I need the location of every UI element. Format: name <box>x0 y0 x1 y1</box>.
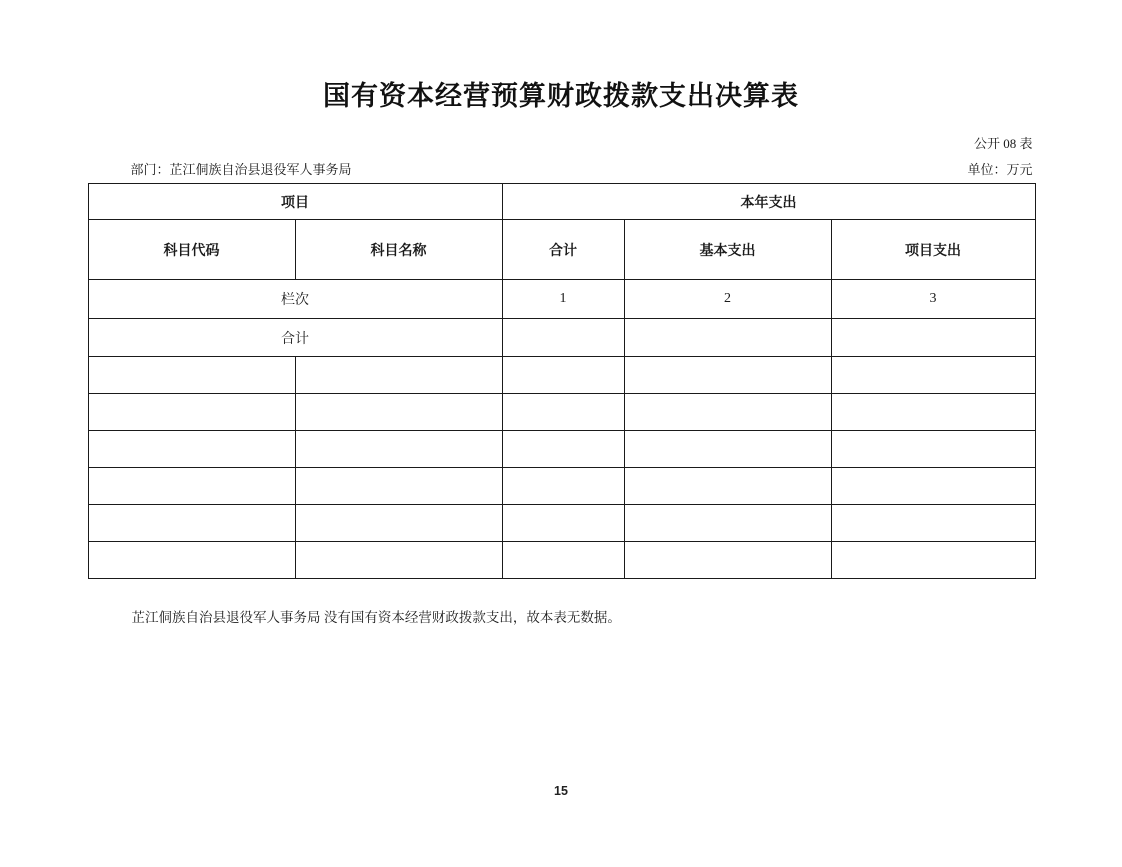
empty-cell <box>502 394 624 431</box>
col-header-subject-name: 科目名称 <box>295 220 502 280</box>
empty-cell <box>295 357 502 394</box>
total-row <box>88 319 1035 357</box>
department-label: 部门：芷江侗族自治县退役军人事务局 <box>130 162 352 177</box>
empty-cell <box>831 394 1035 431</box>
meta-row <box>88 159 1035 178</box>
empty-cell <box>831 542 1035 579</box>
empty-cell <box>295 542 502 579</box>
empty-data-row <box>88 431 1035 468</box>
empty-cell <box>88 542 295 579</box>
document-page <box>0 74 1122 798</box>
empty-data-row <box>88 394 1035 431</box>
empty-cell <box>88 505 295 542</box>
col-header-subject-code: 科目代码 <box>88 220 295 280</box>
column-header-row <box>88 220 1035 280</box>
total-value-cell <box>502 319 624 357</box>
header-current-year-expenditure: 本年支出 <box>502 184 1035 220</box>
unit-label: 单位：万元 <box>967 162 1033 177</box>
empty-cell <box>624 505 831 542</box>
empty-cell <box>502 468 624 505</box>
empty-cell <box>502 505 624 542</box>
rank-value-2: 2 <box>624 280 831 319</box>
empty-cell <box>88 468 295 505</box>
empty-cell <box>831 357 1035 394</box>
empty-cell <box>295 394 502 431</box>
empty-cell <box>624 542 831 579</box>
empty-cell <box>624 468 831 505</box>
empty-cell <box>295 468 502 505</box>
empty-cell <box>88 431 295 468</box>
header-project: 项目 <box>88 184 502 220</box>
empty-data-row <box>88 505 1035 542</box>
total-value-cell <box>624 319 831 357</box>
empty-cell <box>624 357 831 394</box>
footnote: 芷江侗族自治县退役军人事务局 没有国有资本经营财政拨款支出，故本表无数据。 <box>131 610 621 625</box>
form-code: 公开 08 表 <box>973 136 1033 151</box>
empty-cell <box>624 394 831 431</box>
budget-table <box>88 183 1036 579</box>
page-number: 15 <box>554 784 568 798</box>
empty-data-row <box>88 468 1035 505</box>
empty-cell <box>831 468 1035 505</box>
rank-value-3: 3 <box>831 280 1035 319</box>
empty-cell <box>88 357 295 394</box>
col-header-basic-expenditure: 基本支出 <box>624 220 831 280</box>
empty-cell <box>831 505 1035 542</box>
empty-data-row <box>88 542 1035 579</box>
rank-value-1: 1 <box>502 280 624 319</box>
col-header-project-expenditure: 项目支出 <box>831 220 1035 280</box>
empty-cell <box>502 357 624 394</box>
empty-cell <box>502 431 624 468</box>
empty-cell <box>88 394 295 431</box>
empty-cell <box>295 505 502 542</box>
header-group-row <box>88 184 1035 220</box>
empty-cell <box>624 431 831 468</box>
page-title: 国有资本经营预算财政拨款支出决算表 <box>323 81 799 111</box>
col-header-total: 合计 <box>502 220 624 280</box>
empty-data-row <box>88 357 1035 394</box>
empty-cell <box>502 542 624 579</box>
empty-cell <box>295 431 502 468</box>
report-body <box>88 133 1035 626</box>
rank-label: 栏次 <box>88 280 502 319</box>
empty-cell <box>831 431 1035 468</box>
rank-row <box>88 280 1035 319</box>
total-value-cell <box>831 319 1035 357</box>
total-label: 合计 <box>88 319 502 357</box>
